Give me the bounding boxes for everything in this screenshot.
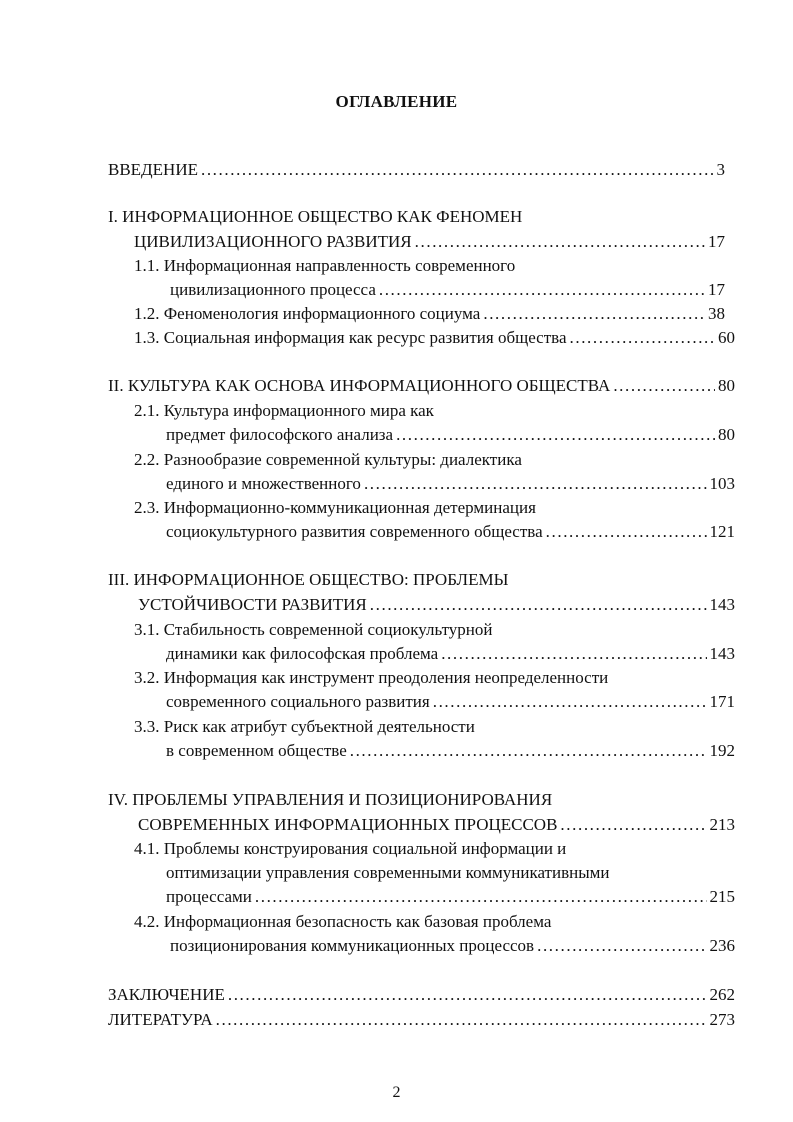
leader-dots	[546, 520, 707, 544]
toc-section-2-3[interactable]	[166, 520, 735, 544]
toc-label: ЛИТЕРАТУРА	[108, 1010, 213, 1029]
toc-label: современного социального развития	[166, 692, 430, 711]
toc-chapter-1[interactable]	[134, 230, 725, 254]
toc-section-2-1[interactable]	[166, 423, 735, 447]
leader-dots	[537, 934, 706, 958]
toc-section-3-2-title[interactable]: 3.2. Информация как инструмент преодоления неопределенности	[134, 668, 609, 687]
toc-page-number: 80	[718, 425, 735, 444]
toc-section-2-2[interactable]	[166, 472, 735, 496]
leader-dots	[560, 813, 706, 837]
toc-page-number: 80	[718, 376, 735, 395]
toc-label: II. КУЛЬТУРА КАК ОСНОВА ИНФОРМАЦИОННОГО ОБЩЕСТВА	[108, 376, 611, 395]
toc-chapter-2[interactable]	[108, 374, 735, 398]
toc-chapter-4-title[interactable]: IV. ПРОБЛЕМЫ УПРАВЛЕНИЯ И ПОЗИЦИОНИРОВАНИЯ	[108, 790, 553, 809]
toc-label: позиционирования коммуникационных процессов	[170, 936, 535, 955]
toc-entry-literature[interactable]	[108, 1008, 735, 1032]
leader-dots	[350, 739, 707, 763]
toc-page-number: 143	[709, 595, 735, 614]
toc-page-number: 103	[709, 474, 735, 493]
page-number: 2	[392, 1084, 401, 1101]
toc-page-number: 273	[709, 1010, 735, 1029]
leader-dots	[441, 642, 706, 666]
toc-label: СОВРЕМЕННЫХ ИНФОРМАЦИОННЫХ ПРОЦЕССОВ	[138, 815, 558, 834]
toc-section-4-1-title[interactable]: 4.1. Проблемы конструирования социальной информации и	[134, 839, 567, 858]
toc-chapter-3-title[interactable]: III. ИНФОРМАЦИОННОЕ ОБЩЕСТВО: ПРОБЛЕМЫ	[108, 570, 509, 589]
toc-section-3-3-title[interactable]: 3.3. Риск как атрибут субъектной деятельности	[134, 717, 475, 736]
toc-page-number: 192	[709, 741, 735, 760]
toc-page-number: 213	[709, 815, 735, 834]
leader-dots	[483, 302, 705, 326]
toc-section-4-2-title[interactable]: 4.2. Информационная безопасность как базовая проблема	[134, 912, 552, 931]
leader-dots	[255, 885, 707, 909]
leader-dots	[216, 1008, 707, 1032]
toc-section-3-2[interactable]	[166, 690, 735, 714]
toc-page-number: 215	[709, 887, 735, 906]
toc-section-4-2[interactable]	[170, 934, 735, 958]
toc-label: единого и множественного	[166, 474, 361, 493]
toc-page-number: 262	[709, 985, 735, 1004]
toc-section-4-1-title-cont[interactable]: оптимизации управления современными коммуникативными	[166, 863, 610, 882]
toc-section-1-1-title[interactable]: 1.1. Информационная направленность современного	[134, 256, 516, 275]
toc-section-3-1-title[interactable]: 3.1. Стабильность современной социокультурной	[134, 620, 493, 639]
toc-section-3-1[interactable]	[166, 642, 735, 666]
toc-entry-intro[interactable]	[108, 158, 725, 182]
toc-label: УСТОЙЧИВОСТИ РАЗВИТИЯ	[138, 595, 367, 614]
toc-page-number: 17	[708, 232, 725, 251]
toc-chapter-3[interactable]	[138, 593, 735, 617]
toc-label: ЗАКЛЮЧЕНИЕ	[108, 985, 225, 1004]
leader-dots	[570, 326, 716, 350]
toc-page-number: 236	[709, 936, 735, 955]
toc-label: социокультурного развития современного общества	[166, 522, 543, 541]
leader-dots	[228, 983, 707, 1007]
toc-label: динамики как философская проблема	[166, 644, 439, 663]
page-title: ОГЛАВЛЕНИЕ	[335, 92, 458, 111]
toc-chapter-4[interactable]	[138, 813, 735, 837]
toc-page-number: 3	[716, 160, 725, 179]
toc-page-number: 171	[709, 692, 735, 711]
toc-label: 1.2. Феноменология информационного социума	[134, 304, 481, 323]
leader-dots	[613, 374, 715, 398]
toc-page-number: 60	[718, 328, 735, 347]
toc-chapter-1-title[interactable]: I. ИНФОРМАЦИОННОЕ ОБЩЕСТВО КАК ФЕНОМЕН	[108, 207, 523, 226]
toc-label: цивилизационного процесса	[170, 280, 376, 299]
toc-section-2-3-title[interactable]: 2.3. Информационно-коммуникационная детерминация	[134, 498, 536, 517]
toc-entry-conclusion[interactable]	[108, 983, 735, 1007]
leader-dots	[201, 158, 714, 182]
toc-page-number: 121	[709, 522, 735, 541]
leader-dots	[415, 230, 705, 254]
leader-dots	[433, 690, 707, 714]
leader-dots	[396, 423, 715, 447]
toc-section-2-1-title[interactable]: 2.1. Культура информационного мира как	[134, 401, 434, 420]
toc-label: процессами	[166, 887, 252, 906]
toc-section-2-2-title[interactable]: 2.2. Разнообразие современной культуры: диалектика	[134, 450, 522, 469]
toc-label: ЦИВИЛИЗАЦИОННОГО РАЗВИТИЯ	[134, 232, 412, 251]
toc-page-number: 17	[708, 280, 725, 299]
leader-dots	[370, 593, 707, 617]
toc-label: предмет философского анализа	[166, 425, 394, 444]
toc-page-number: 143	[709, 644, 735, 663]
toc-section-1-2[interactable]	[134, 302, 725, 326]
toc-section-1-3[interactable]	[134, 326, 735, 350]
leader-dots	[379, 278, 705, 302]
toc-section-4-1[interactable]	[166, 885, 735, 909]
leader-dots	[364, 472, 707, 496]
toc-label: в современном обществе	[166, 741, 347, 760]
toc-label: 1.3. Социальная информация как ресурс развития общества	[134, 328, 567, 347]
toc-page-number: 38	[708, 304, 725, 323]
toc-label: ВВЕДЕНИЕ	[108, 160, 198, 179]
toc-section-1-1[interactable]	[170, 278, 725, 302]
toc-section-3-3[interactable]	[166, 739, 735, 763]
